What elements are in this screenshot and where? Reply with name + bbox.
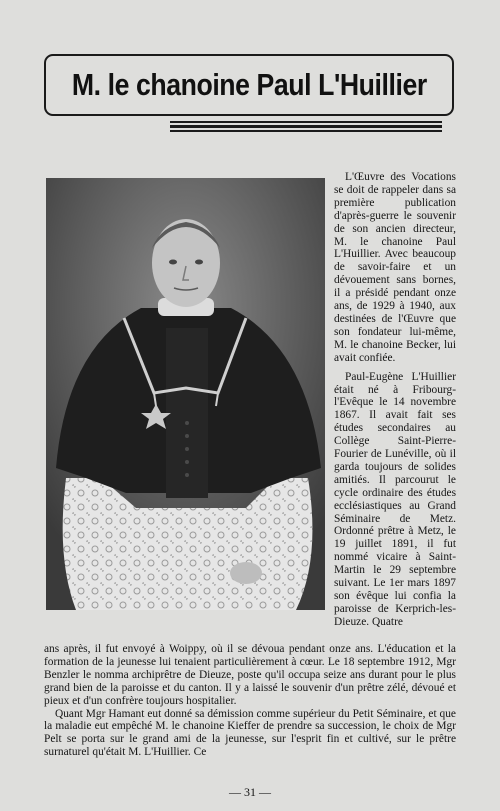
body-paragraph: Quant Mgr Hamant eut donné sa démission comme supérieur du Petit Séminaire, et que la maladie eut empêché M. le chanoine Kieffer de prendre sa succession, le choix de Mgr Pelt se porta sur le grand ami de la jeunesse, sur l'esprit fin et cultivé, sur le prêtre surnaturel qu'était M. L'Huillier. Ce xyxy=(44,707,456,759)
column-paragraph: Paul-Eugène L'Huillier était né à Fribourg-l'Evêque le 14 novembre 1867. Il avait fait ses études secondaires au Collège Saint-Pierre-Fourier de Lunéville, où il garda toujours de solides amitiés. Il parcourut le cycle ordinaire des études ecclésiastiques au Grand Séminaire de Metz. Ordonné prêtre à Metz, le 19 juillet 1891, il fut nommé vicaire à Saint-Martin le 29 septembre suivant. Le 1er mars 1897 son évêque lui confia la paroisse de Kerprich-les-Dieuze. Quatre xyxy=(334,370,456,628)
body-paragraph: ans après, il fut envoyé à Woippy, où il se dévoua pendant onze ans. L'éducation et la formation de la jeunesse lui tenaient particulièrement à cœur. Le 18 septembre 1912, Mgr Benzler le nomma archiprêtre de Dieuze, poste qu'il occupa seize ans durant pour le plus grand bien de la paroisse et du canton. Il y a laissé le souvenir d'un prêtre zélé, dévoué et pieux et d'un confrère toujours hospitalier. xyxy=(44,643,456,707)
portrait-photo xyxy=(46,178,325,610)
page-title: M. le chanoine Paul L'Huillier xyxy=(71,67,427,102)
divider-rule xyxy=(170,121,442,123)
title-frame xyxy=(44,54,454,116)
divider-rule xyxy=(170,130,442,132)
full-width-text xyxy=(44,643,456,759)
portrait-illustration xyxy=(46,178,325,610)
column-paragraph: L'Œuvre des Vocations se doit de rappeler dans sa première publication d'après-guerre le souvenir de son ancien directeur, M. le chanoine Paul L'Huillier. Avec beaucoup de savoir-faire et un dévouement sans bornes, il a présidé pendant onze ans, de 1929 à 1940, aux destinées de l'Œuvre que son fondateur lui-même, M. le chanoine Becker, lui avait confiée. xyxy=(334,171,456,364)
page-number: — 31 — xyxy=(229,785,271,799)
column-text xyxy=(334,171,456,635)
divider-rule xyxy=(170,125,442,128)
